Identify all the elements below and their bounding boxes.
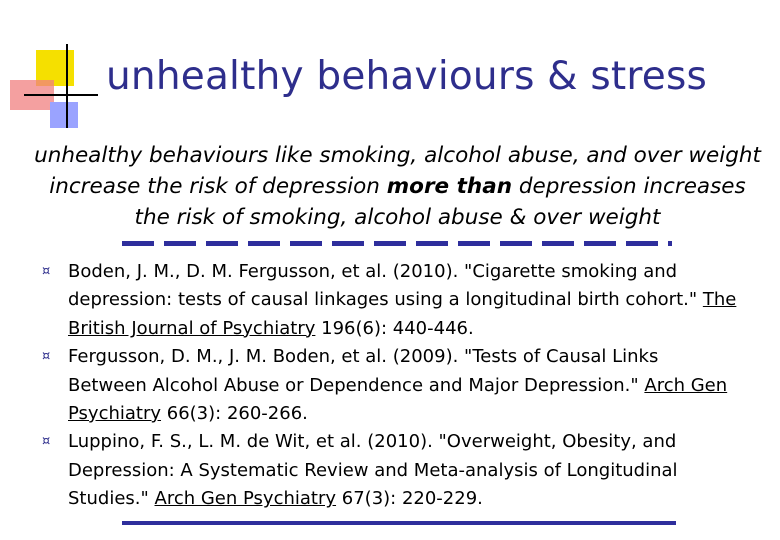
lead-part-1: unhealthy behaviours like smoking, alcohol abuse, and over weight increase the risk of depression: [34, 143, 761, 199]
reference-citation: Luppino, F. S., L. M. de Wit, et al. (2010). "Overweight, Obesity, and Depression: A Systematic Review and Meta-analysis of Longitudinal Studies.": [68, 431, 678, 510]
slide-title: unhealthy behaviours & stress: [106, 54, 708, 99]
reference-citation: Boden, J. M., D. M. Fergusson, et al. (2010). "Cigarette smoking and depression: tests of causal linkages using a longitudinal birth cohort.": [68, 261, 698, 311]
lead-part-2: depression increases the risk of smoking, alcohol abuse & over weight: [134, 174, 746, 230]
logo-blue-square: [50, 102, 78, 128]
reference-item: [42, 428, 742, 513]
reference-list: [42, 258, 742, 514]
lead-emphasis: more than: [386, 174, 513, 199]
reference-item: [42, 258, 742, 343]
bullet-icon: ¤: [42, 434, 51, 450]
logo-horizontal-line: [24, 94, 98, 96]
bullet-icon: ¤: [42, 349, 51, 365]
reference-volume: 196(6): 440-446.: [321, 317, 474, 339]
reference-journal: The British Journal of Psychiatry: [68, 289, 737, 339]
logo-vertical-line: [66, 44, 68, 128]
reference-item: [42, 343, 742, 428]
bullet-icon: ¤: [42, 264, 51, 279]
reference-journal: Arch Gen Psychiatry: [154, 488, 337, 510]
dashed-divider: [122, 241, 672, 246]
reference-volume: 67(3): 220-229.: [341, 488, 483, 510]
reference-journal: Arch Gen Psychiatry: [68, 374, 728, 425]
reference-citation: Fergusson, D. M., J. M. Boden, et al. (2009). "Tests of Causal Links Between Alcohol Abuse or Dependence and Major Depression.": [68, 346, 659, 396]
reference-volume: 66(3): 260-266.: [166, 403, 308, 425]
bottom-divider: [122, 521, 676, 525]
lead-statement: [30, 140, 765, 233]
